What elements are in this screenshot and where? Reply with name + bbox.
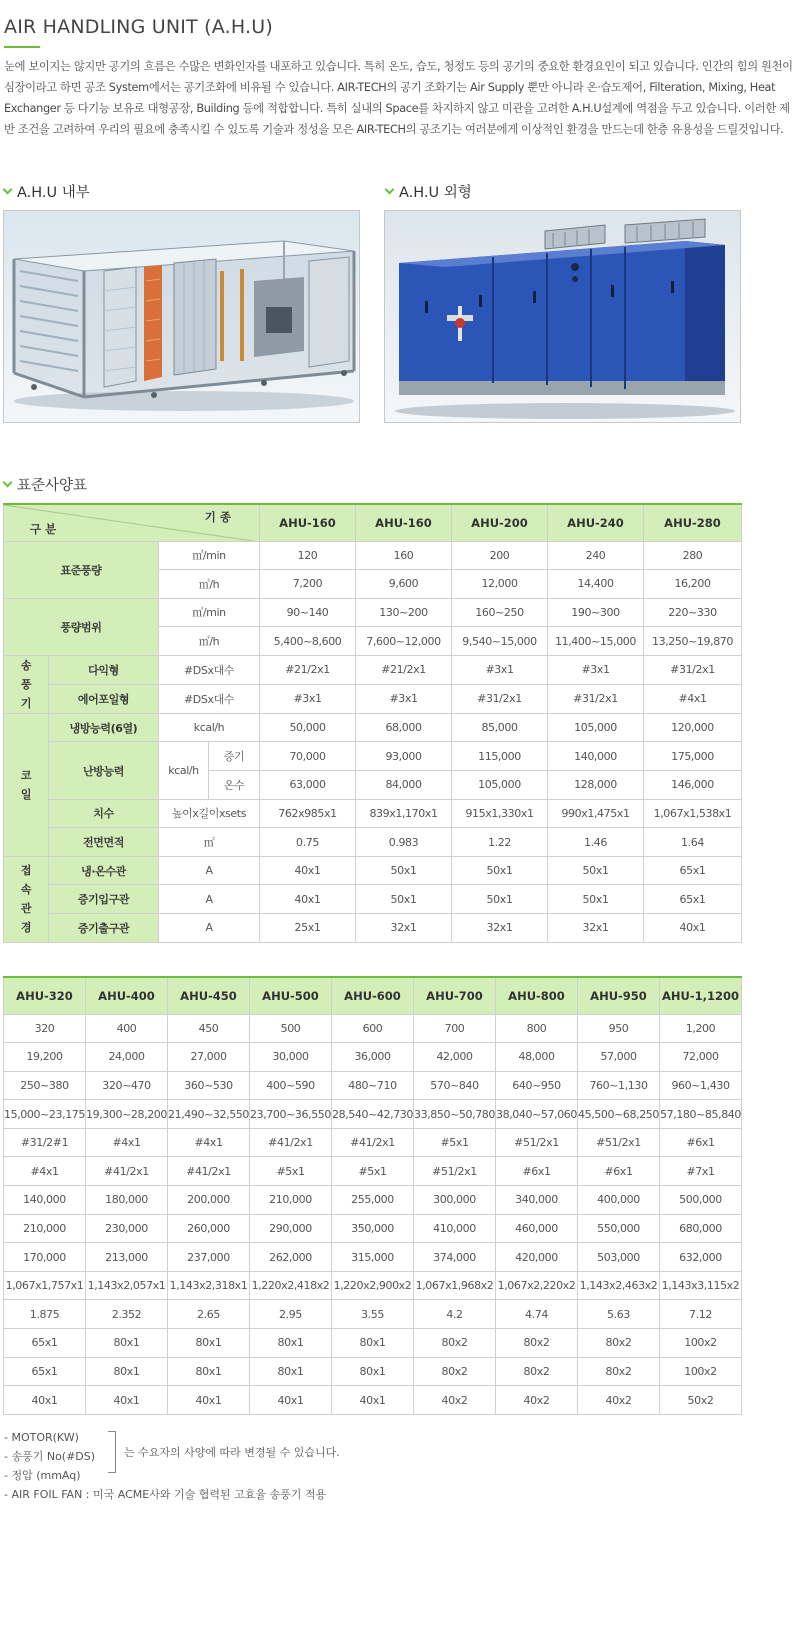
value-cell: 960~1,430 [660, 1071, 742, 1100]
value-cell: 420,000 [496, 1243, 578, 1272]
value-cell: 80x1 [86, 1357, 168, 1386]
value-cell: #5x1 [250, 1157, 332, 1186]
value-cell: #51/2x1 [414, 1157, 496, 1186]
model-header: AHU-1,1200 [660, 977, 742, 1014]
group-label-coil [4, 713, 49, 856]
value-cell: 15,000~23,175 [4, 1100, 86, 1129]
value-cell: 50x1 [452, 856, 548, 885]
unit-cell: ㎥/h [159, 627, 260, 656]
value-cell: 30,000 [250, 1043, 332, 1072]
value-cell: 200 [452, 541, 548, 570]
value-cell: #7x1 [660, 1157, 742, 1186]
value-cell: 65x1 [644, 856, 742, 885]
value-cell: 240 [548, 541, 644, 570]
model-header: AHU-160 [356, 504, 452, 541]
note-airfoil: - AIR FOIL FAN : 미국 ACME사와 기술 협력된 고효율 송풍기 적용 [4, 1488, 327, 1501]
value-cell: 50x1 [356, 885, 452, 914]
table-row [4, 1186, 742, 1215]
value-cell: #3x1 [452, 655, 548, 684]
spec-heading-text: 표준사양표 [17, 478, 88, 494]
value-cell: 160~250 [452, 598, 548, 627]
unit-cell: #DSx대수 [159, 684, 260, 713]
notes [4, 1428, 326, 1504]
corner-model-label: 기 종 [204, 510, 231, 524]
value-cell: 5,400~8,600 [260, 627, 356, 656]
table-row [4, 885, 742, 914]
value-cell: 40x1 [250, 1386, 332, 1415]
group-label-fan [4, 655, 49, 713]
value-cell: 320~470 [86, 1071, 168, 1100]
value-cell: 1.46 [548, 828, 644, 857]
model-header: AHU-240 [548, 504, 644, 541]
value-cell: 1,067x1,968x2 [414, 1271, 496, 1300]
table-row [4, 1128, 742, 1157]
unit-cell: ㎡ [159, 828, 260, 857]
unit-cell: A [159, 856, 260, 885]
value-cell: 250~380 [4, 1071, 86, 1100]
table-row [4, 598, 742, 627]
value-cell: 42,000 [414, 1043, 496, 1072]
value-cell: 2.352 [86, 1300, 168, 1329]
spec-heading [2, 474, 87, 495]
unit-cell: kcal/h [159, 713, 260, 742]
value-cell: 65x1 [644, 885, 742, 914]
value-cell: 7,600~12,000 [356, 627, 452, 656]
value-cell: #6x1 [496, 1157, 578, 1186]
unit-cell: #DSx대수 [159, 655, 260, 684]
value-cell: 120,000 [644, 713, 742, 742]
value-cell: 3.55 [332, 1300, 414, 1329]
value-cell: #3x1 [356, 684, 452, 713]
value-cell: 40x1 [168, 1386, 250, 1415]
value-cell: 500 [250, 1014, 332, 1043]
value-cell: 230,000 [86, 1214, 168, 1243]
value-cell: 40x2 [578, 1386, 660, 1415]
brace-bracket [108, 1431, 116, 1473]
value-cell: #41/2x1 [168, 1157, 250, 1186]
value-cell: 2.95 [250, 1300, 332, 1329]
value-cell: #31/2x1 [548, 684, 644, 713]
table-row [4, 1243, 742, 1272]
value-cell: 120 [260, 541, 356, 570]
table-row [4, 1014, 742, 1043]
value-cell: 915x1,330x1 [452, 799, 548, 828]
value-cell: 1,067x2,220x2 [496, 1271, 578, 1300]
value-cell: 762x985x1 [260, 799, 356, 828]
value-cell: 350,000 [332, 1214, 414, 1243]
group-label-text: 코 일 [20, 768, 32, 801]
row-label-face-area: 전면면적 [49, 828, 159, 857]
table-header-row [4, 504, 742, 541]
row-label-range: 풍량범위 [4, 598, 159, 655]
value-cell: 500,000 [660, 1186, 742, 1215]
note-brace-text: 는 수요자의 사양에 따라 변경될 수 있습니다. [124, 1446, 340, 1459]
value-cell: 160 [356, 541, 452, 570]
model-header: AHU-500 [250, 977, 332, 1014]
value-cell: 80x1 [168, 1329, 250, 1358]
value-cell: 400 [86, 1014, 168, 1043]
value-cell: 12,000 [452, 570, 548, 599]
spec-table-1 [3, 503, 742, 943]
value-cell: 400,000 [578, 1186, 660, 1215]
ahu-interior-photo [3, 210, 360, 423]
value-cell: 32x1 [452, 914, 548, 943]
value-cell: 23,700~36,550 [250, 1100, 332, 1129]
table-row [4, 1043, 742, 1072]
value-cell: 1,220x2,418x2 [250, 1271, 332, 1300]
value-cell: 360~530 [168, 1071, 250, 1100]
value-cell: 175,000 [644, 742, 742, 771]
value-cell: 1.64 [644, 828, 742, 857]
row-label-cold-hot-pipe: 냉·온수관 [49, 856, 159, 885]
table-row [4, 856, 742, 885]
value-cell: 1,220x2,900x2 [332, 1271, 414, 1300]
value-cell: 4.74 [496, 1300, 578, 1329]
interior-heading-text: A.H.U 내부 [17, 185, 90, 201]
interior-heading [2, 181, 90, 202]
value-cell: 140,000 [548, 742, 644, 771]
value-cell: 40x1 [260, 856, 356, 885]
value-cell: 9,540~15,000 [452, 627, 548, 656]
value-cell: 760~1,130 [578, 1071, 660, 1100]
value-cell: 140,000 [4, 1186, 86, 1215]
value-cell: 70,000 [260, 742, 356, 771]
table-header-row [4, 977, 742, 1014]
value-cell: 14,400 [548, 570, 644, 599]
value-cell: #4x1 [4, 1157, 86, 1186]
row-label-steam-in: 증기입구관 [49, 885, 159, 914]
value-cell: #21/2x1 [260, 655, 356, 684]
value-cell: 255,000 [332, 1186, 414, 1215]
spec-table-2 [3, 976, 742, 1415]
value-cell: 146,000 [644, 771, 742, 800]
table-row [4, 1329, 742, 1358]
value-cell: 210,000 [250, 1186, 332, 1215]
value-cell: 0.75 [260, 828, 356, 857]
value-cell: 260,000 [168, 1214, 250, 1243]
table-row [4, 828, 742, 857]
value-cell: 80x2 [414, 1329, 496, 1358]
value-cell: #6x1 [660, 1128, 742, 1157]
value-cell: 45,500~68,250 [578, 1100, 660, 1129]
value-cell: 262,000 [250, 1243, 332, 1272]
model-header: AHU-320 [4, 977, 86, 1014]
value-cell: 2.65 [168, 1300, 250, 1329]
value-cell: 1,067x1,538x1 [644, 799, 742, 828]
value-cell: 7.12 [660, 1300, 742, 1329]
unit-cell: 온수 [209, 771, 260, 800]
row-label-cooling: 냉방능력(6열) [49, 713, 159, 742]
value-cell: 80x2 [578, 1329, 660, 1358]
value-cell: 50x1 [356, 856, 452, 885]
ahu-exterior-photo [384, 210, 741, 423]
value-cell: #6x1 [578, 1157, 660, 1186]
value-cell: 450 [168, 1014, 250, 1043]
value-cell: 21,490~32,550 [168, 1100, 250, 1129]
value-cell: 1.22 [452, 828, 548, 857]
value-cell: 570~840 [414, 1071, 496, 1100]
group-label-text: 송 풍 기 [20, 658, 32, 710]
value-cell: 237,000 [168, 1243, 250, 1272]
model-header: AHU-280 [644, 504, 742, 541]
value-cell: 1.875 [4, 1300, 86, 1329]
value-cell: 63,000 [260, 771, 356, 800]
page-title: AIR HANDLING UNIT (A.H.U) [4, 16, 273, 38]
value-cell: 25x1 [260, 914, 356, 943]
value-cell: 19,300~28,200 [86, 1100, 168, 1129]
value-cell: 40x1 [86, 1386, 168, 1415]
unit-cell: A [159, 885, 260, 914]
value-cell: 48,000 [496, 1043, 578, 1072]
value-cell: 1,200 [660, 1014, 742, 1043]
value-cell: #3x1 [260, 684, 356, 713]
chevron-down-icon [3, 185, 13, 195]
value-cell: #5x1 [332, 1157, 414, 1186]
row-label-size: 치수 [49, 799, 159, 828]
value-cell: 80x1 [168, 1357, 250, 1386]
value-cell: #41/2x1 [332, 1128, 414, 1157]
table-row [4, 1300, 742, 1329]
value-cell: 1,143x2,463x2 [578, 1271, 660, 1300]
value-cell: 220~330 [644, 598, 742, 627]
chevron-down-icon [385, 185, 395, 195]
value-cell: 93,000 [356, 742, 452, 771]
value-cell: 950 [578, 1014, 660, 1043]
value-cell: 57,180~85,840 [660, 1100, 742, 1129]
row-label-airflow: 표준풍량 [4, 541, 159, 598]
group-label-pipe [4, 856, 49, 942]
value-cell: 105,000 [452, 771, 548, 800]
table-row [4, 1071, 742, 1100]
note-fan-no: - 송풍기 No(#DS) [4, 1450, 96, 1463]
value-cell: 90~140 [260, 598, 356, 627]
value-cell: 40x2 [414, 1386, 496, 1415]
value-cell: #4x1 [86, 1128, 168, 1157]
value-cell: #3x1 [548, 655, 644, 684]
value-cell: 85,000 [452, 713, 548, 742]
table-row [4, 1100, 742, 1129]
group-label-text: 접 속 관 경 [20, 864, 32, 935]
table-row [4, 1357, 742, 1386]
value-cell: 19,200 [4, 1043, 86, 1072]
table-row [4, 1214, 742, 1243]
unit-cell: 증기 [209, 742, 260, 771]
title-underline [4, 46, 40, 48]
exterior-heading [384, 181, 472, 202]
value-cell: 40x1 [4, 1386, 86, 1415]
value-cell: 320 [4, 1014, 86, 1043]
value-cell: 200,000 [168, 1186, 250, 1215]
model-header: AHU-600 [332, 977, 414, 1014]
value-cell: 839x1,170x1 [356, 799, 452, 828]
value-cell: 80x1 [250, 1329, 332, 1358]
model-header: AHU-950 [578, 977, 660, 1014]
value-cell: #41/2x1 [86, 1157, 168, 1186]
value-cell: 340,000 [496, 1186, 578, 1215]
value-cell: 290,000 [250, 1214, 332, 1243]
table-row [4, 1157, 742, 1186]
table-row [4, 1386, 742, 1415]
value-cell: 80x2 [578, 1357, 660, 1386]
unit-cell: kcal/h [159, 742, 209, 799]
value-cell: 600 [332, 1014, 414, 1043]
table-row [4, 684, 742, 713]
model-header: AHU-450 [168, 977, 250, 1014]
row-label-airfoil: 에어포일형 [49, 684, 159, 713]
table-row [4, 742, 742, 771]
value-cell: 38,040~57,060 [496, 1100, 578, 1129]
value-cell: #31/2x1 [452, 684, 548, 713]
value-cell: 1,143x2,318x1 [168, 1271, 250, 1300]
value-cell: 632,000 [660, 1243, 742, 1272]
unit-cell: A [159, 914, 260, 943]
value-cell: #41/2x1 [250, 1128, 332, 1157]
value-cell: 410,000 [414, 1214, 496, 1243]
value-cell: 9,600 [356, 570, 452, 599]
value-cell: 105,000 [548, 713, 644, 742]
value-cell: 460,000 [496, 1214, 578, 1243]
value-cell: 374,000 [414, 1243, 496, 1272]
model-header: AHU-800 [496, 977, 578, 1014]
value-cell: 300,000 [414, 1186, 496, 1215]
value-cell: 7,200 [260, 570, 356, 599]
table-row [4, 799, 742, 828]
value-cell: 84,000 [356, 771, 452, 800]
table-row [4, 1271, 742, 1300]
value-cell: 36,000 [332, 1043, 414, 1072]
value-cell: 50,000 [260, 713, 356, 742]
value-cell: 100x2 [660, 1357, 742, 1386]
value-cell: 65x1 [4, 1329, 86, 1358]
value-cell: 50x1 [548, 885, 644, 914]
value-cell: 40x1 [644, 914, 742, 943]
value-cell: 1,143x2,057x1 [86, 1271, 168, 1300]
value-cell: 190~300 [548, 598, 644, 627]
value-cell: 40x1 [332, 1386, 414, 1415]
value-cell: #4x1 [168, 1128, 250, 1157]
value-cell: 80x1 [332, 1329, 414, 1358]
value-cell: 40x2 [496, 1386, 578, 1415]
value-cell: 280 [644, 541, 742, 570]
value-cell: 28,540~42,730 [332, 1100, 414, 1129]
value-cell: 68,000 [356, 713, 452, 742]
value-cell: 5.63 [578, 1300, 660, 1329]
value-cell: 990x1,475x1 [548, 799, 644, 828]
value-cell: 680,000 [660, 1214, 742, 1243]
value-cell: 4.2 [414, 1300, 496, 1329]
value-cell: 170,000 [4, 1243, 86, 1272]
value-cell: 800 [496, 1014, 578, 1043]
value-cell: 1,143x3,115x2 [660, 1271, 742, 1300]
model-header: AHU-700 [414, 977, 496, 1014]
chevron-down-icon [3, 478, 13, 488]
value-cell: 72,000 [660, 1043, 742, 1072]
exterior-heading-text: A.H.U 외형 [399, 185, 472, 201]
value-cell: #21/2x1 [356, 655, 452, 684]
value-cell: 11,400~15,000 [548, 627, 644, 656]
value-cell: 100x2 [660, 1329, 742, 1358]
value-cell: 40x1 [260, 885, 356, 914]
value-cell: #31/2x1 [644, 655, 742, 684]
value-cell: 13,250~19,870 [644, 627, 742, 656]
value-cell: 24,000 [86, 1043, 168, 1072]
value-cell: #51/2x1 [578, 1128, 660, 1157]
value-cell: 80x2 [496, 1329, 578, 1358]
value-cell: #4x1 [644, 684, 742, 713]
value-cell: 80x1 [332, 1357, 414, 1386]
unit-cell: 높이x길이xsets [159, 799, 260, 828]
table-row [4, 655, 742, 684]
unit-cell: ㎥/min [159, 541, 260, 570]
value-cell: 80x1 [250, 1357, 332, 1386]
value-cell: 315,000 [332, 1243, 414, 1272]
value-cell: 503,000 [578, 1243, 660, 1272]
value-cell: 210,000 [4, 1214, 86, 1243]
corner-cell [4, 504, 260, 541]
value-cell: 57,000 [578, 1043, 660, 1072]
value-cell: 640~950 [496, 1071, 578, 1100]
value-cell: 180,000 [86, 1186, 168, 1215]
value-cell: 33,850~50,780 [414, 1100, 496, 1129]
table-row [4, 914, 742, 943]
model-header: AHU-400 [86, 977, 168, 1014]
value-cell: 130~200 [356, 598, 452, 627]
value-cell: 0.983 [356, 828, 452, 857]
value-cell: 700 [414, 1014, 496, 1043]
unit-cell: ㎥/min [159, 598, 260, 627]
value-cell: 80x2 [414, 1357, 496, 1386]
value-cell: 65x1 [4, 1357, 86, 1386]
row-label-multi-blade: 다익형 [49, 655, 159, 684]
value-cell: 1,067x1,757x1 [4, 1271, 86, 1300]
value-cell: #31/2#1 [4, 1128, 86, 1157]
unit-cell: ㎥/h [159, 570, 260, 599]
value-cell: 480~710 [332, 1071, 414, 1100]
note-motor: - MOTOR(KW) [4, 1431, 79, 1444]
value-cell: 115,000 [452, 742, 548, 771]
value-cell: 16,200 [644, 570, 742, 599]
value-cell: 50x2 [660, 1386, 742, 1415]
corner-category-label: 구 분 [30, 521, 57, 536]
value-cell: 128,000 [548, 771, 644, 800]
value-cell: 213,000 [86, 1243, 168, 1272]
model-header: AHU-200 [452, 504, 548, 541]
value-cell: 80x2 [496, 1357, 578, 1386]
value-cell: 32x1 [356, 914, 452, 943]
value-cell: 80x1 [86, 1329, 168, 1358]
value-cell: 50x1 [548, 856, 644, 885]
value-cell: #51/2x1 [496, 1128, 578, 1157]
value-cell: 550,000 [578, 1214, 660, 1243]
value-cell: 400~590 [250, 1071, 332, 1100]
value-cell: 27,000 [168, 1043, 250, 1072]
value-cell: 50x1 [452, 885, 548, 914]
value-cell: #5x1 [414, 1128, 496, 1157]
note-static-pressure: - 정압 (mmAq) [4, 1469, 81, 1482]
row-label-heating: 난방능력 [49, 742, 159, 799]
table-row [4, 541, 742, 570]
table-row [4, 713, 742, 742]
model-header: AHU-160 [260, 504, 356, 541]
intro-paragraph: 눈에 보이지는 않지만 공기의 흐름은 수많은 변화인자를 내포하고 있습니다. 특히 온도, 습도, 청정도 등의 공기의 중요한 환경요인이 되고 있습니다. 인간의 힘의 원천이 심장이라고 하면 공조 System에서는 공기조화에 비유될 수 있습니다. AIR-TECH의 공기 조화기는 Air Supply 뿐만 아니라 온·습도제어, Filteration, Mixing, Heat Exchanger 등 다기능 보유로 대형공장, Building 등에 적합합니다. 특히 실내의 Space를 차지하지 않고 미관을 고려한 A.H.U설계에 역점을 두고 있습니다. 이러한 제반 조건을 고려하여 우리의 필요에 충족시킬 수 있도록 기술과 정성을 모은 AIR-TECH의 공조기는 여러분에게 이상적인 환경을 만드는데 한층 유용성을 드릴것입니다. [4, 60, 793, 136]
row-label-steam-out: 증기출구관 [49, 914, 159, 943]
value-cell: 32x1 [548, 914, 644, 943]
